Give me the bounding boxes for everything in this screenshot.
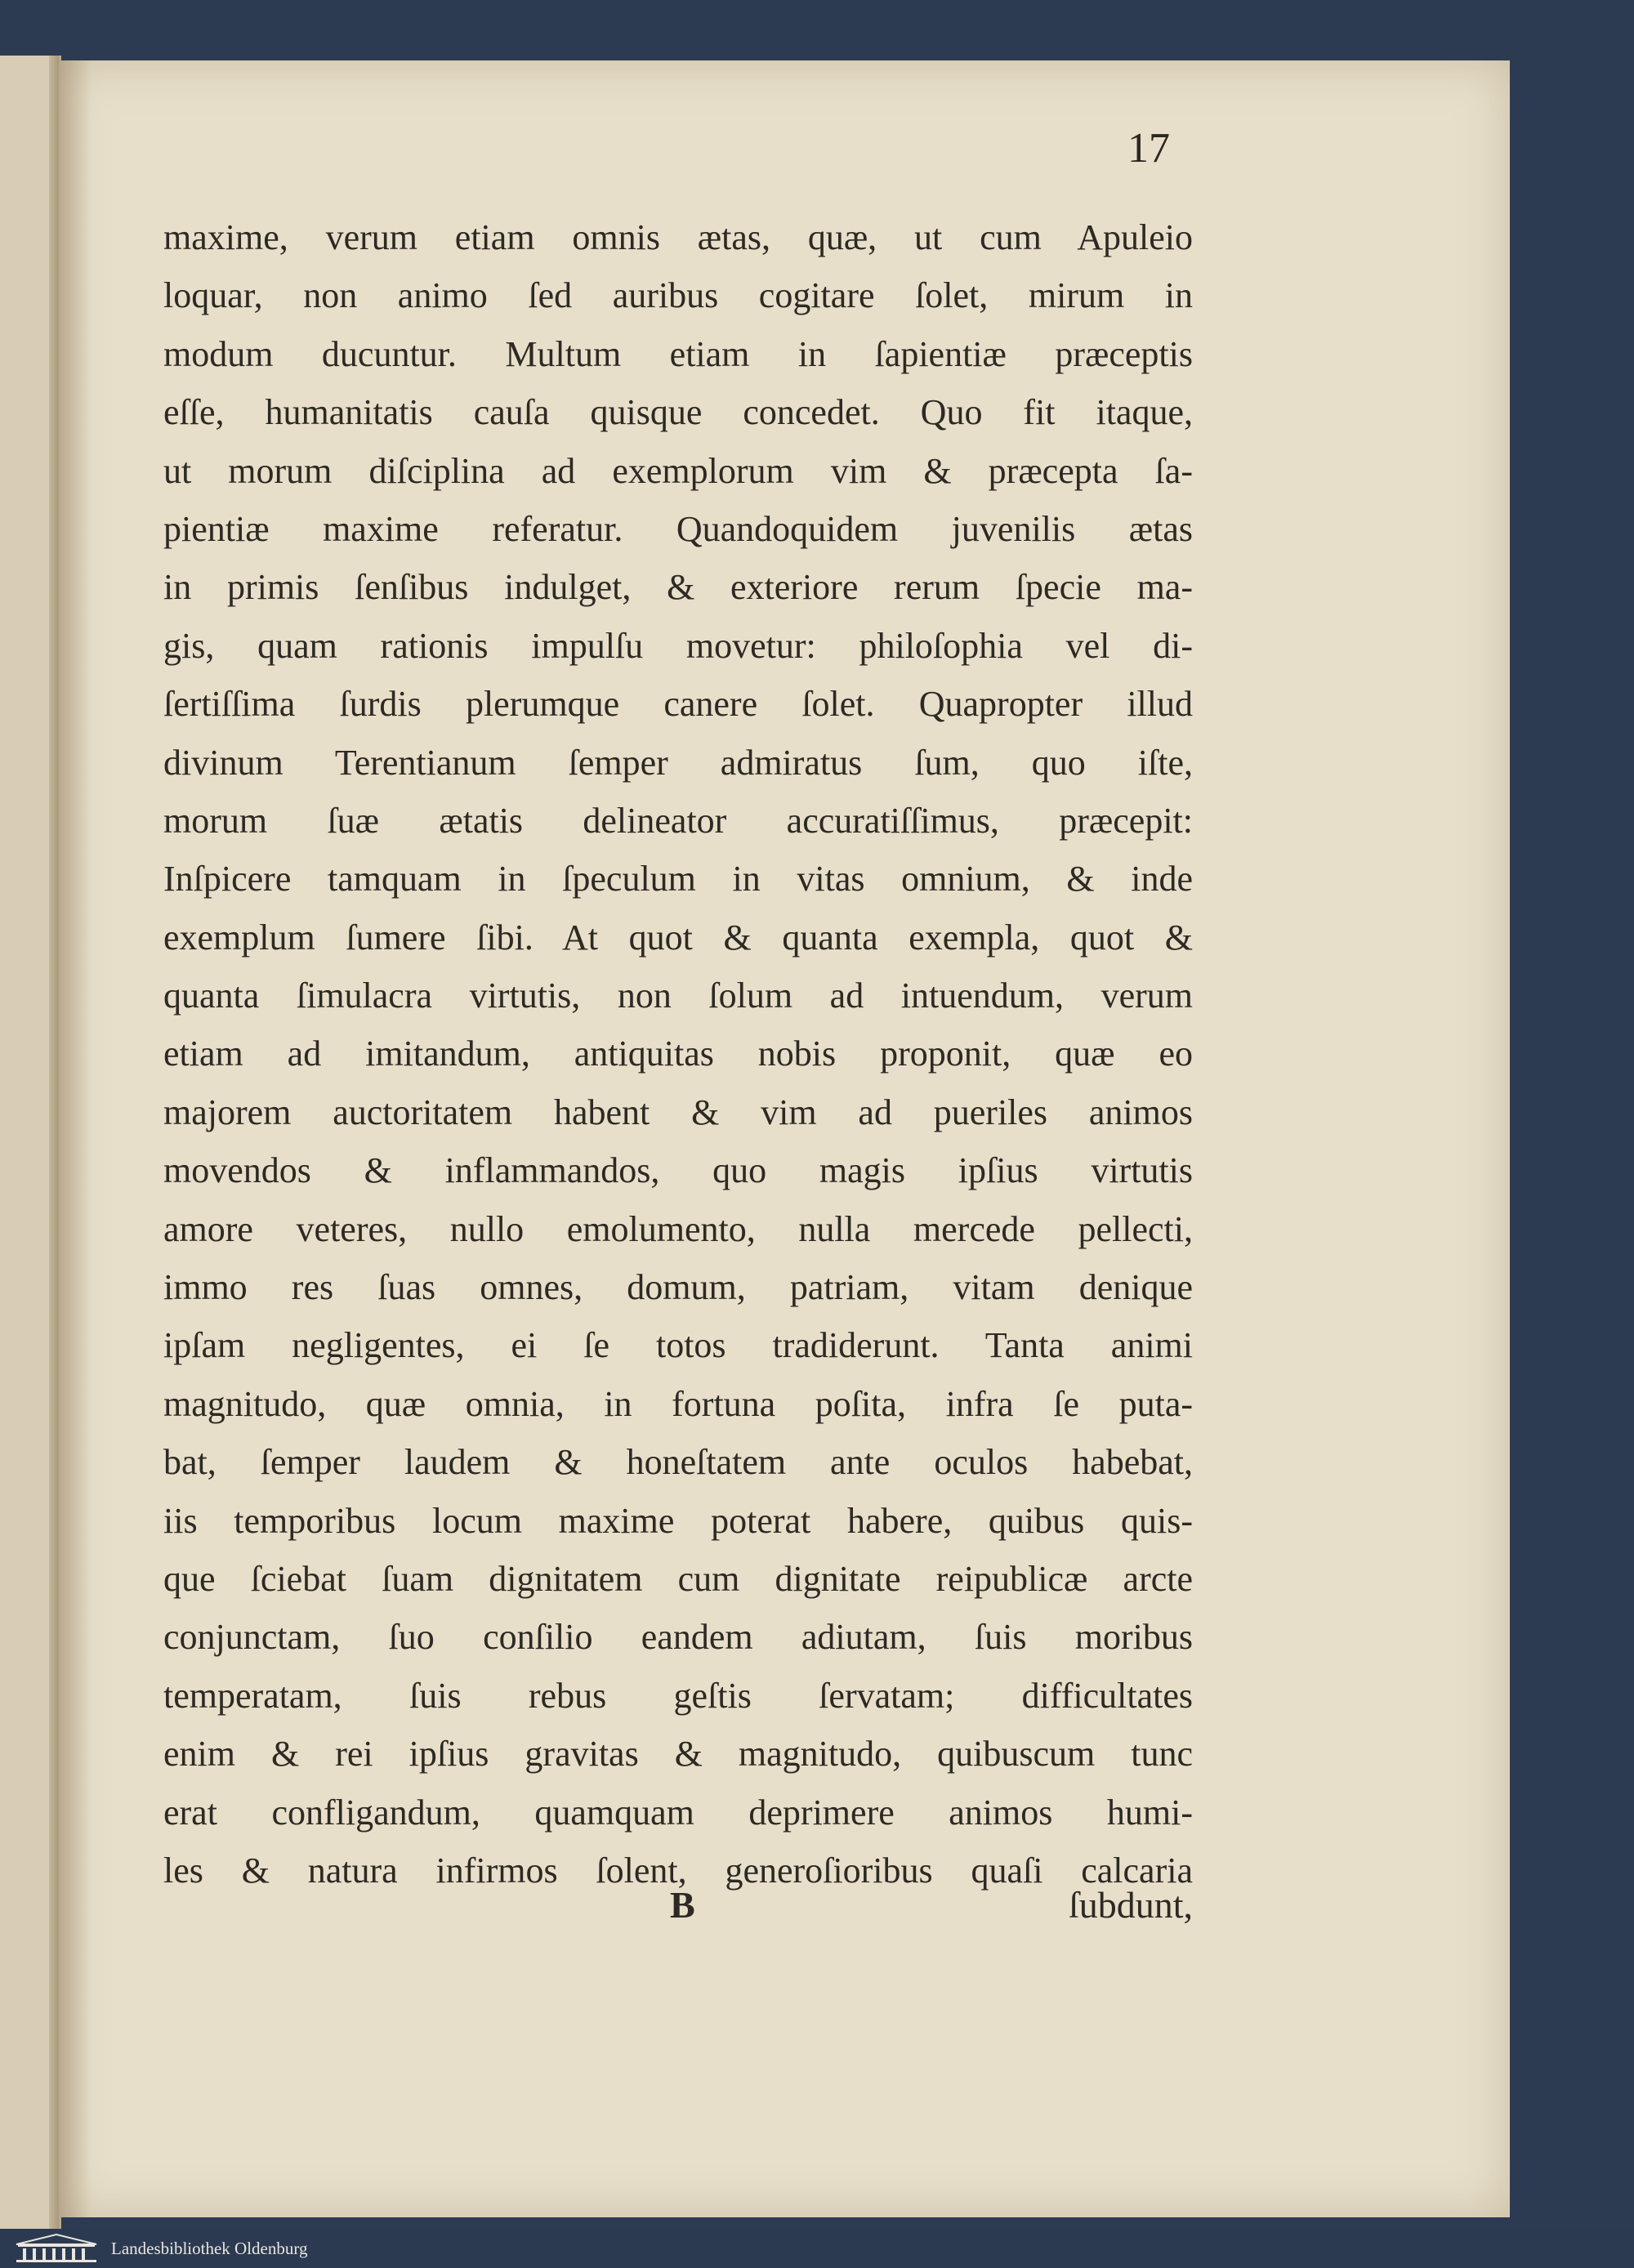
text-line: enim & rei ipſius gravitas & magnitudo, quibuscum tunc xyxy=(163,1734,1193,1775)
text-line: iis temporibus locum maxime poterat habere, quibus quis- xyxy=(163,1500,1193,1541)
text-line: maxime, verum etiam omnis ætas, quæ, ut cum Apuleio xyxy=(163,217,1193,257)
text-line: ſertiſſima ſurdis plerumque canere ſolet. Quapropter illud xyxy=(163,684,1193,725)
text-line: magnitudo, quæ omnia, in fortuna poſita, infra ſe puta- xyxy=(163,1383,1193,1424)
text-line: bat, ſemper laudem & honeſtatem ante oculos habebat, xyxy=(163,1442,1193,1483)
body-text xyxy=(163,208,1193,1900)
page-number: 17 xyxy=(1127,125,1170,172)
text-line: conjunctam, ſuo conſilio eandem adiutam, ſuis moribus xyxy=(163,1617,1193,1658)
text-line: modum ducuntur. Multum etiam in ſapientiæ præceptis xyxy=(163,333,1193,374)
text-line: exemplum ſumere ſibi. At quot & quanta exempla, quot & xyxy=(163,917,1193,958)
text-line: immo res ſuas omnes, domum, patriam, vitam denique xyxy=(163,1267,1193,1308)
text-line: gis, quam rationis impulſu movetur: philoſophia vel di- xyxy=(163,625,1193,666)
text-line: loquar, non animo ſed auribus cogitare ſolet, mirum in xyxy=(163,275,1193,316)
signature-mark: B xyxy=(670,1884,695,1926)
text-line: amore veteres, nullo emolumento, nulla mercede pellecti, xyxy=(163,1208,1193,1249)
text-line: ut morum diſciplina ad exemplorum vim & præcepta ſa- xyxy=(163,450,1193,491)
text-line: etiam ad imitandum, antiquitas nobis proponit, quæ eo xyxy=(163,1034,1193,1074)
text-line: in primis ſenſibus indulget, & exteriore rerum ſpecie ma- xyxy=(163,567,1193,608)
text-line: les & natura infirmos ſolent, generoſioribus quaſi calcaria xyxy=(163,1850,1193,1891)
text-line: divinum Terentianum ſemper admiratus ſum, quo iſte, xyxy=(163,742,1193,783)
text-line: pientiæ maxime referatur. Quandoquidem juvenilis ætas xyxy=(163,508,1193,549)
text-line: quanta ſimulacra virtutis, non ſolum ad intuendum, verum xyxy=(163,976,1193,1016)
text-line: que ſciebat ſuam dignitatem cum dignitate reipublicæ arcte xyxy=(163,1558,1193,1599)
library-building-icon xyxy=(11,2233,101,2264)
text-line: temperatam, ſuis rebus geſtis ſervatam; difficultates xyxy=(163,1675,1193,1716)
text-line: majorem auctoritatem habent & vim ad pueriles animos xyxy=(163,1092,1193,1132)
text-line: Inſpicere tamquam in ſpeculum in vitas omnium, & inde xyxy=(163,859,1193,900)
library-name: Landesbibliothek Oldenburg xyxy=(111,2239,308,2258)
text-line: morum ſuæ ætatis delineator accuratiſſimus, præcepit: xyxy=(163,800,1193,841)
text-line: eſſe, humanitatis cauſa quisque concedet. Quo fit itaque, xyxy=(163,392,1193,433)
text-line: erat confligandum, quamquam deprimere animos humi- xyxy=(163,1792,1193,1833)
page-fold-shadow xyxy=(59,60,92,2217)
book-gutter xyxy=(49,56,59,2229)
page-footer xyxy=(163,1883,1193,1942)
catchword: ſubdunt, xyxy=(1068,1884,1193,1926)
text-line: ipſam negligentes, ei ſe totos tradiderunt. Tanta animi xyxy=(163,1325,1193,1366)
text-line: movendos & inflammandos, quo magis ipſius virtutis xyxy=(163,1150,1193,1191)
